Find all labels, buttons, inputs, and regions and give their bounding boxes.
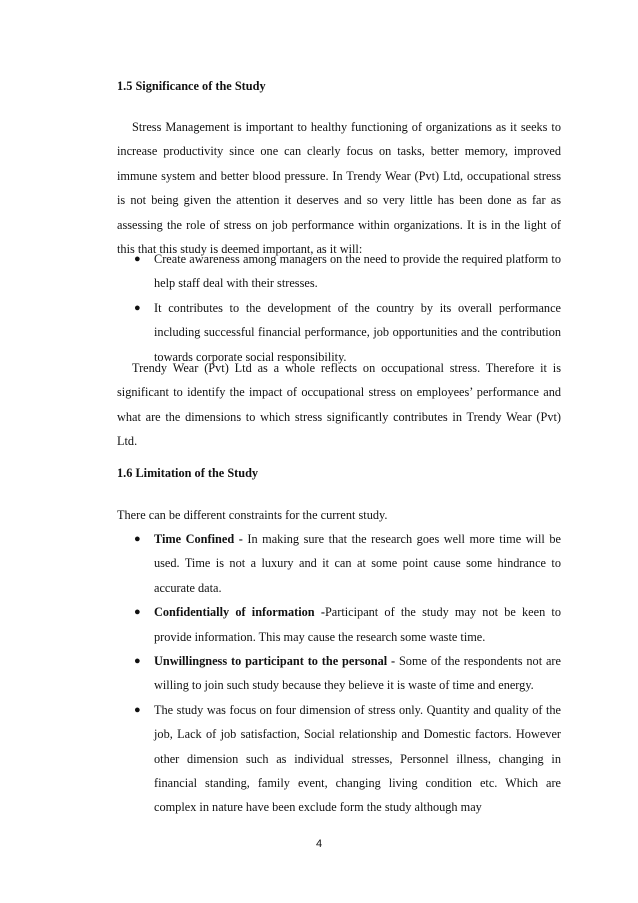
list-item <box>117 527 561 600</box>
bullet-icon: ● <box>134 703 141 716</box>
section-heading-limitation: 1.6 Limitation of the Study <box>117 466 259 480</box>
list-item-text: Some of the respondents not are willing to join such study because they believe it is waste of time and energy. <box>154 654 561 693</box>
list-item <box>117 698 561 820</box>
bullet-icon: ● <box>134 655 141 668</box>
paragraph-significance-conclusion: Trendy Wear (Pvt) Ltd as a whole reflects on occupational stress. Therefore it is significant to identify the impact of occupational stress on employees’ performance and what are the dimensions to which stress significantly contributes in Trendy Wear (Pvt) Ltd. <box>117 361 561 449</box>
list-item-lead: Time Confined - <box>154 532 248 546</box>
bullet-icon: ● <box>134 301 141 314</box>
list-item <box>117 600 561 649</box>
significance-bullet-list <box>117 247 561 369</box>
bullet-icon: ● <box>134 606 141 619</box>
list-item-text: It contributes to the development of the country by its overall performance including successful financial performance, job opportunities and the contribution towards corporate social responsibility. <box>154 300 561 364</box>
list-item-text: Create awareness among managers on the need to provide the required platform to help staff deal with their stresses. <box>154 252 561 291</box>
list-item-text: Participant of the study may not be keen to provide information. This may cause the research some waste time. <box>154 605 561 644</box>
list-item <box>117 247 561 296</box>
page-number: 4 <box>315 838 323 850</box>
list-item <box>117 649 561 698</box>
list-item-lead: Unwillingness to participant to the personal - <box>154 654 399 669</box>
list-item-lead: Confidentially of information - <box>154 605 325 620</box>
bullet-icon: ● <box>134 533 141 545</box>
list-item-text: In making sure that the research goes well more time will be used. Time is not a luxury and it can at some point cause some hindrance to accurate data. <box>154 532 561 595</box>
bullet-icon: ● <box>134 253 141 265</box>
paragraph-significance-intro: Stress Management is important to healthy functioning of organizations as it seeks to increase productivity since one can clearly focus on tasks, better memory, improved immune system and better blood pressure. In Trendy Wear (Pvt) Ltd, occupational stress is not being given the attention it deserves and so very little has been done as far as assessing the role of stress on job performance within organizations. It is in the light of this that this study is deemed important, as it will: <box>117 120 561 257</box>
list-item-text: The study was focus on four dimension of stress only. Quantity and quality of the job, Lack of job satisfaction, Social relationship and Domestic factors. However other dimension such as individual stresses, Personnel illness, changing in financial standing, family event, changing living condition etc. Which are complex in nature have been exclude form the study although may <box>154 702 561 815</box>
limitation-bullet-list <box>117 527 561 820</box>
section-heading-significance: 1.5 Significance of the Study <box>117 79 266 93</box>
paragraph-limitation-intro: There can be different constraints for the current study. <box>117 508 388 522</box>
